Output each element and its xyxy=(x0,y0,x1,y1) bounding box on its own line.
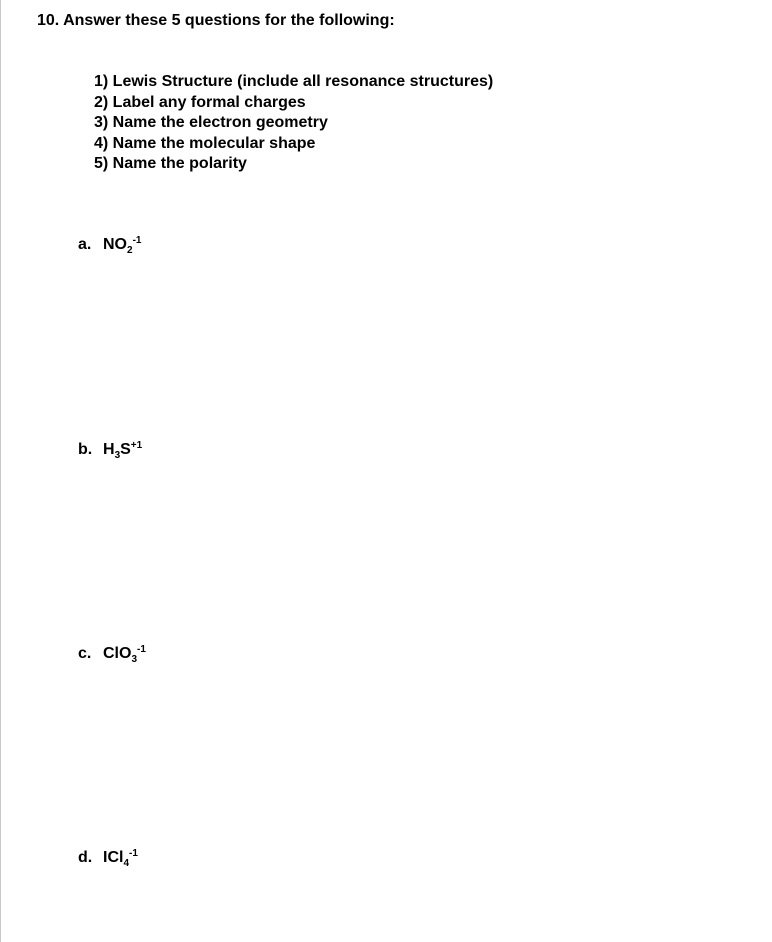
instruction-item: 3) Name the electron geometry xyxy=(94,114,328,131)
formula-main: ICl xyxy=(103,849,124,866)
instruction-list xyxy=(94,72,493,175)
part-letter: d. xyxy=(78,849,93,866)
instruction-item: 2) Label any formal charges xyxy=(94,93,306,111)
instruction-item: 1) Lewis Structure (include all resonance structures) xyxy=(94,73,494,90)
part-b xyxy=(78,440,142,460)
formula-main: ClO xyxy=(103,645,132,662)
part-letter: b. xyxy=(78,441,93,458)
formula-charge: -1 xyxy=(132,235,142,246)
part-d xyxy=(78,848,138,868)
instruction-item: 4) Name the molecular shape xyxy=(94,134,316,152)
formula-main-post: S xyxy=(120,441,131,458)
instruction-item: 5) Name the polarity xyxy=(94,155,247,172)
page-left-edge xyxy=(0,0,1,942)
question-heading: 10. Answer these 5 questions for the following: xyxy=(37,12,395,29)
formula-subscript: 3 xyxy=(131,654,138,665)
formula-main: NO xyxy=(103,236,127,253)
part-a xyxy=(78,235,141,255)
formula-main: H xyxy=(103,441,115,458)
formula-charge: +1 xyxy=(130,440,143,451)
formula-subscript: 3 xyxy=(114,450,121,461)
formula-charge: -1 xyxy=(137,644,146,655)
part-letter: a. xyxy=(78,236,92,253)
part-c xyxy=(78,644,146,664)
part-letter: c. xyxy=(78,645,92,662)
formula-subscript: 2 xyxy=(127,245,133,256)
formula-charge: -1 xyxy=(129,848,138,859)
formula-subscript: 4 xyxy=(123,858,130,869)
